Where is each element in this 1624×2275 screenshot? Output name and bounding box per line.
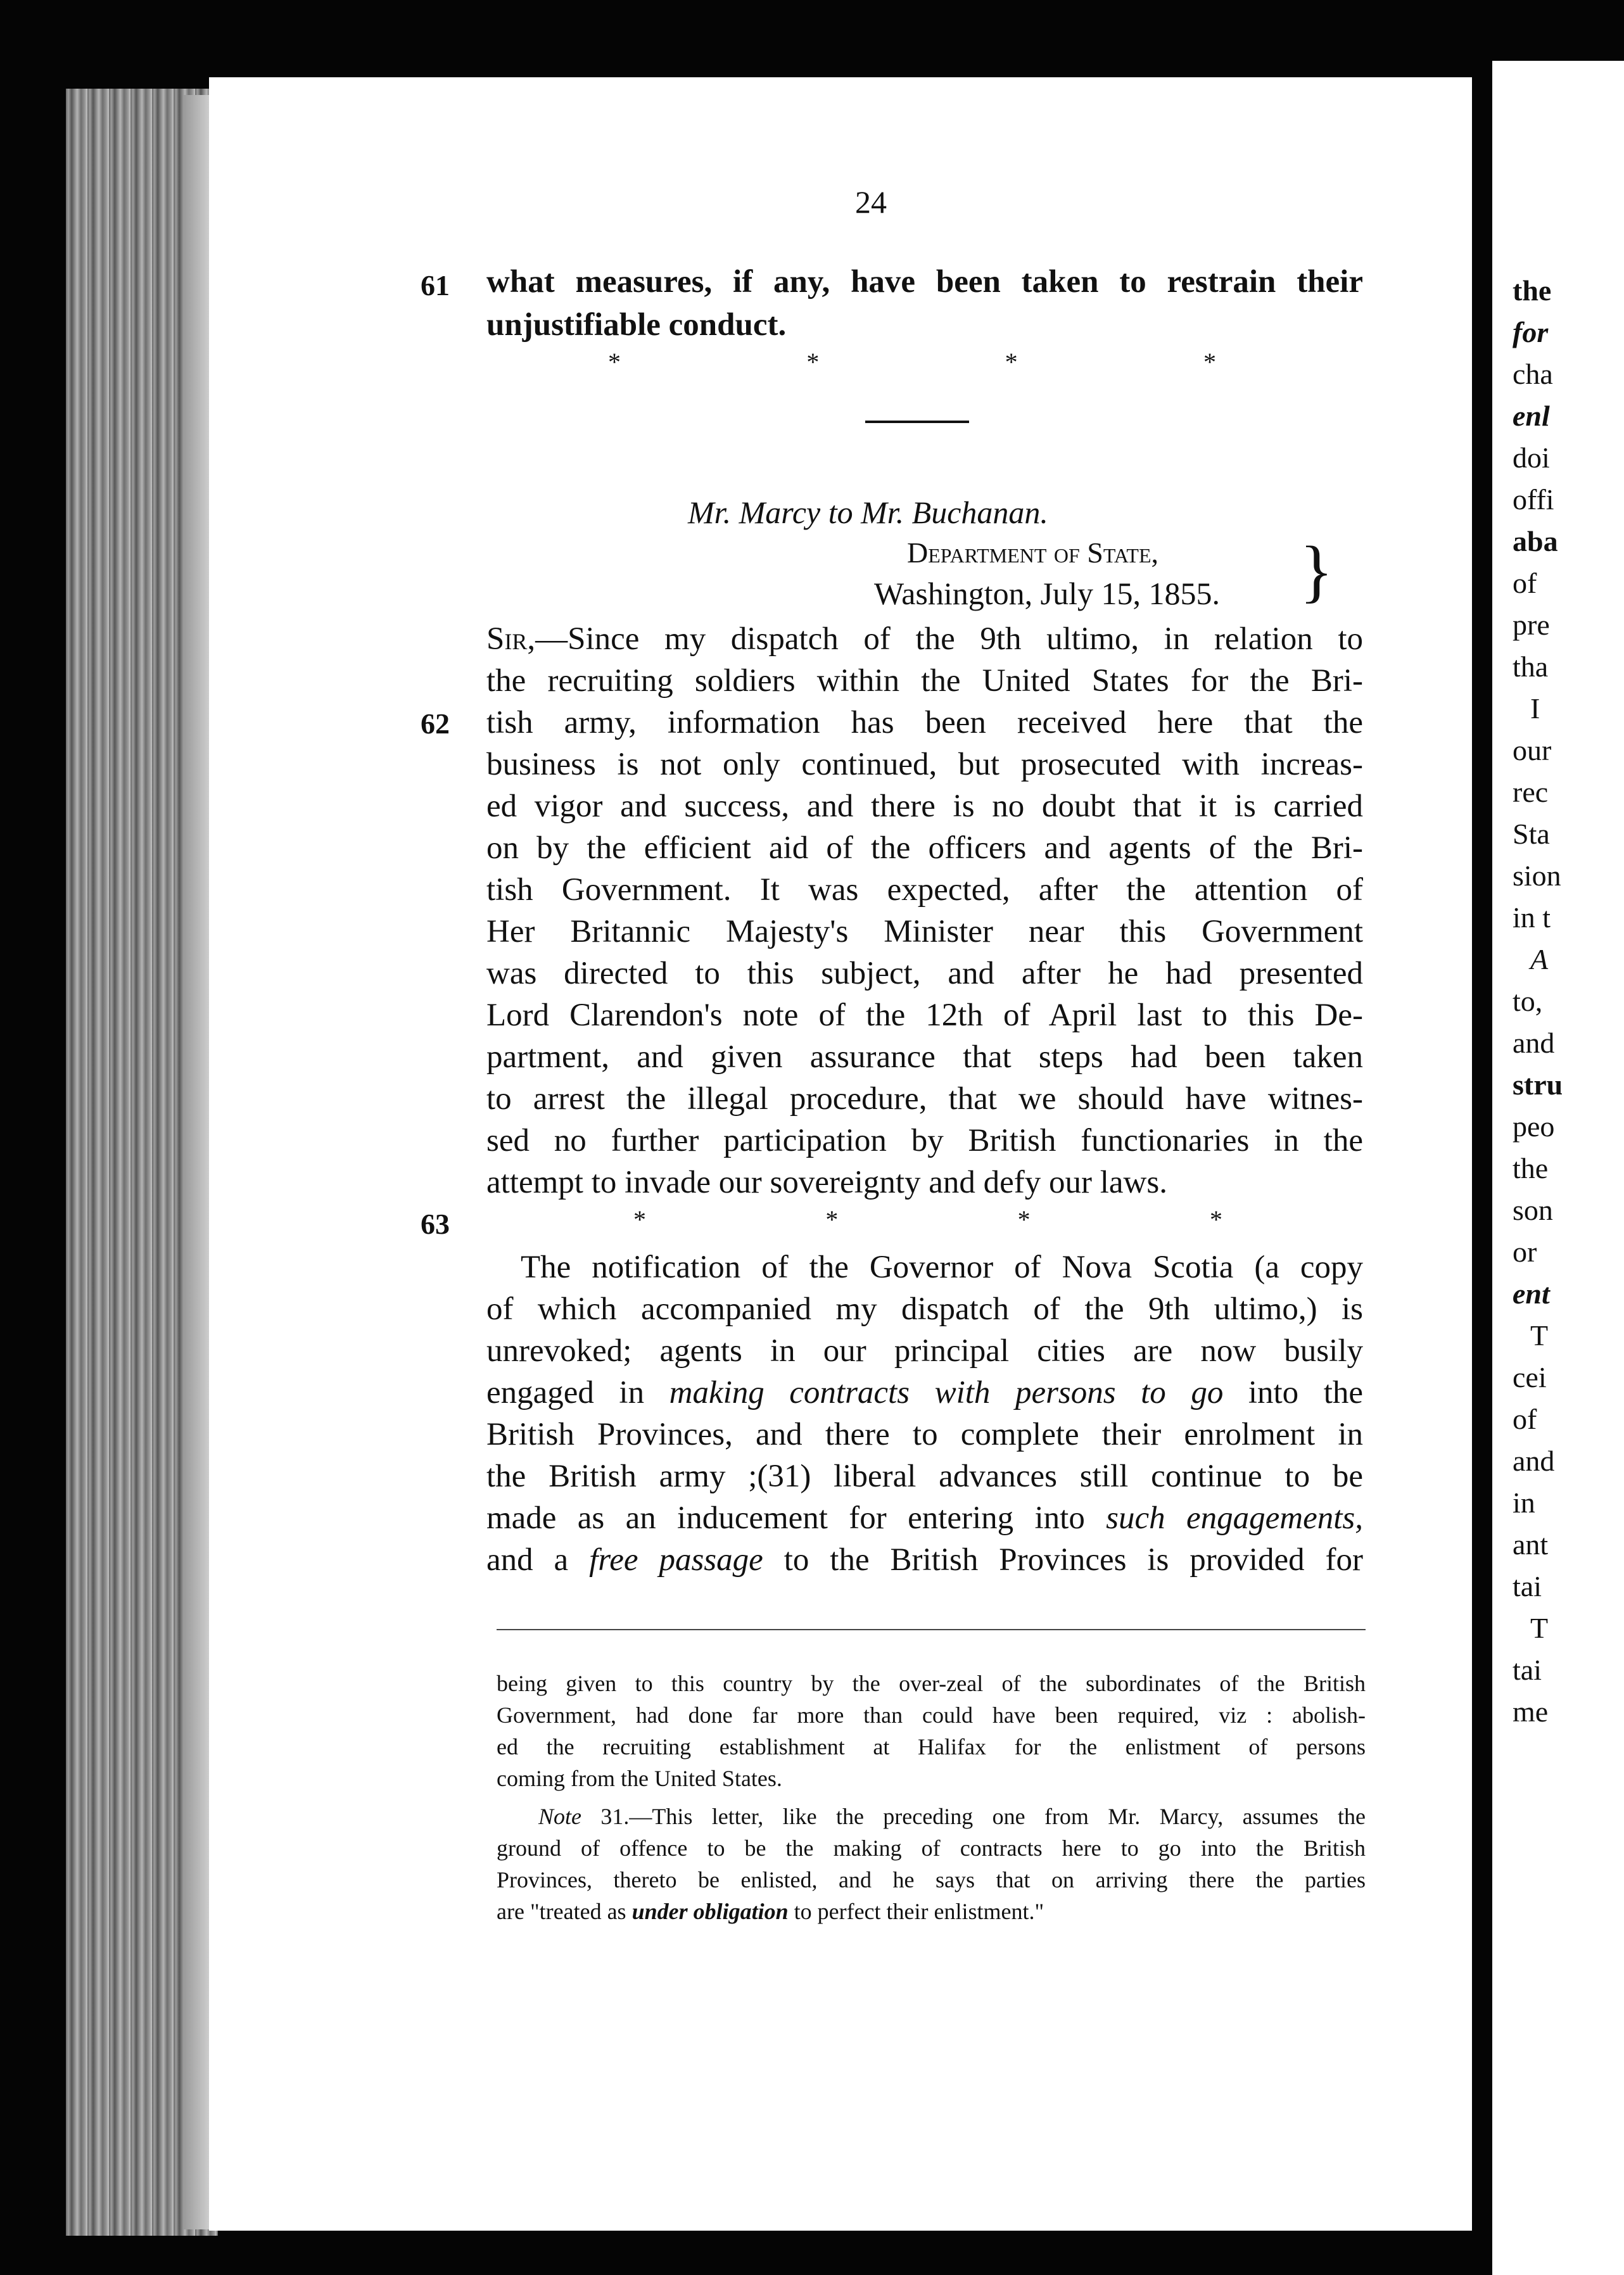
section-stars bbox=[608, 347, 1216, 377]
text-span: made as an inducement for entering into bbox=[486, 1500, 1107, 1536]
text-line: on by the efficient aid of the officers and agents of the Bri- bbox=[486, 830, 1363, 866]
facing-page-word: in bbox=[1513, 1486, 1535, 1519]
page-gutter bbox=[1472, 63, 1492, 2267]
italic-span: making contracts with persons to go bbox=[669, 1375, 1224, 1410]
letter-heading: Mr. Marcy to Mr. Buchanan. bbox=[688, 495, 1048, 530]
facing-page-word: and bbox=[1513, 1027, 1555, 1059]
text-line: to arrest the illegal procedure, that we should have witnes- bbox=[486, 1081, 1363, 1117]
text-line bbox=[486, 1502, 1363, 1535]
facing-page-word: the bbox=[1513, 274, 1552, 307]
star: * bbox=[1203, 348, 1216, 376]
text-span: to the British Provinces is provided for bbox=[763, 1542, 1363, 1578]
star: * bbox=[1005, 348, 1018, 376]
facing-page-word: doi bbox=[1513, 441, 1550, 474]
text-line: what measures, if any, have been taken to restrain their bbox=[486, 264, 1363, 300]
italic-span: under obligation bbox=[631, 1899, 789, 1924]
place-date-line: Washington, July 15, 1855. bbox=[874, 576, 1220, 611]
footnote-line: Government, had done far more than could have been required, viz : abolish- bbox=[497, 1702, 1366, 1728]
note-label: Note bbox=[538, 1804, 581, 1829]
facing-page-word: stru bbox=[1513, 1068, 1563, 1101]
footnote-line: ground of offence to be the making of contracts here to go into the British bbox=[497, 1835, 1366, 1861]
facing-page-word: T bbox=[1530, 1319, 1549, 1352]
page-number: 24 bbox=[855, 184, 887, 220]
facing-page-word: sion bbox=[1513, 859, 1561, 892]
facing-page-word: son bbox=[1513, 1194, 1553, 1226]
facing-page-word: ant bbox=[1513, 1528, 1549, 1561]
salutation: Sir, bbox=[486, 621, 536, 657]
text-line: The notification of the Governor of Nova Scotia (a copy bbox=[521, 1250, 1363, 1285]
facing-page-word: the bbox=[1513, 1152, 1549, 1184]
facing-page-word: tha bbox=[1513, 650, 1549, 683]
margin-number: 61 bbox=[421, 269, 450, 301]
text-line bbox=[486, 1377, 1363, 1409]
section-rule bbox=[865, 421, 969, 423]
text-line: tish Government. It was expected, after the attention of bbox=[486, 872, 1363, 908]
facing-page-word: for bbox=[1513, 316, 1549, 348]
text-span: and a bbox=[486, 1542, 590, 1578]
facing-page-word: our bbox=[1513, 734, 1552, 766]
facing-page-word: aba bbox=[1513, 525, 1558, 557]
star: * bbox=[633, 1205, 646, 1234]
heading-brace: } bbox=[1300, 532, 1333, 609]
facing-page-word: offi bbox=[1513, 483, 1554, 516]
footnote-rule bbox=[497, 1629, 1366, 1630]
facing-page-word: A bbox=[1530, 943, 1549, 975]
text-span: —Since my dispatch of the 9th ultimo, in relation to bbox=[535, 621, 1363, 657]
text-line: sed no further participation by British functionaries in the bbox=[486, 1123, 1363, 1158]
text-line: attempt to invade our sovereignty and defy our laws. bbox=[486, 1165, 1167, 1200]
italic-span: such engagements, bbox=[1106, 1500, 1363, 1536]
facing-page-word: of bbox=[1513, 1403, 1537, 1435]
facing-page-word: T bbox=[1530, 1612, 1549, 1644]
facing-page-word: I bbox=[1530, 692, 1540, 725]
text-span: engaged in bbox=[486, 1375, 669, 1410]
footnote-line: Provinces, thereto be enlisted, and he says that on arriving there the parties bbox=[497, 1867, 1366, 1892]
text-line: business is not only continued, but prosecuted with increas- bbox=[486, 747, 1363, 782]
facing-page-word: me bbox=[1513, 1695, 1549, 1728]
text-span: are "treated as bbox=[497, 1899, 632, 1924]
star: * bbox=[1209, 1205, 1222, 1234]
facing-page-word: cha bbox=[1513, 358, 1553, 390]
italic-span: free passage bbox=[589, 1542, 763, 1578]
facing-page-word: pre bbox=[1513, 609, 1550, 641]
department-line: Department of State, bbox=[907, 536, 1158, 569]
text-span: 31.—This letter, like the preceding one from Mr. Marcy, assumes the bbox=[581, 1804, 1366, 1829]
facing-page-word: in t bbox=[1513, 901, 1551, 934]
star: * bbox=[608, 348, 621, 376]
facing-page-word: tai bbox=[1513, 1570, 1542, 1602]
margin-number: 62 bbox=[421, 707, 450, 740]
facing-page-word: rec bbox=[1513, 776, 1549, 808]
text-line: was directed to this subject, and after he had presented bbox=[486, 956, 1363, 991]
text-line: the British army ;(31) liberal advances still continue to be bbox=[486, 1459, 1363, 1494]
footnote-line bbox=[497, 1900, 1366, 1923]
facing-page-word: enl bbox=[1513, 400, 1550, 432]
margin-number: 63 bbox=[421, 1208, 450, 1240]
facing-page-word: peo bbox=[1513, 1110, 1555, 1143]
text-line: British Provinces, and there to complete their enrolment in bbox=[486, 1417, 1363, 1452]
star: * bbox=[825, 1205, 839, 1234]
text-line: unrevoked; agents in our principal cities are now busily bbox=[486, 1333, 1363, 1369]
text-line: Her Britannic Majesty's Minister near this Government bbox=[486, 914, 1363, 949]
footnote-line: ed the recruiting establishment at Halifax for the enlistment of persons bbox=[497, 1734, 1366, 1759]
facing-page-word: and bbox=[1513, 1445, 1555, 1477]
facing-page bbox=[1492, 61, 1624, 2275]
facing-page-word: tai bbox=[1513, 1654, 1542, 1686]
text-line: unjustifiable conduct. bbox=[486, 307, 787, 343]
text-line: tish army, information has been received here that the bbox=[486, 705, 1363, 740]
footnote-line: coming from the United States. bbox=[497, 1766, 782, 1791]
footnote-line: being given to this country by the over-zeal of the subordinates of the British bbox=[497, 1671, 1366, 1696]
facing-page-word: ent bbox=[1513, 1277, 1550, 1310]
star: * bbox=[806, 348, 820, 376]
footnote-line bbox=[538, 1805, 1366, 1828]
text-span: into the bbox=[1223, 1375, 1363, 1410]
facing-page-word: Sta bbox=[1513, 818, 1550, 850]
text-line: Lord Clarendon's note of the 12th of April last to this De- bbox=[486, 998, 1363, 1033]
facing-page-word: cei bbox=[1513, 1361, 1547, 1393]
text-line: the recruiting soldiers within the United States for the Bri- bbox=[486, 663, 1363, 699]
text-line bbox=[486, 1544, 1363, 1576]
text-line bbox=[486, 623, 1363, 656]
text-span: to perfect their enlistment." bbox=[788, 1899, 1044, 1924]
facing-page-word: of bbox=[1513, 567, 1537, 599]
text-line: partment, and given assurance that steps had been taken bbox=[486, 1039, 1363, 1075]
text-line: ed vigor and success, and there is no doubt that it is carried bbox=[486, 789, 1363, 824]
text-line: of which accompanied my dispatch of the 9th ultimo,) is bbox=[486, 1291, 1363, 1327]
section-stars bbox=[633, 1205, 1222, 1234]
star: * bbox=[1017, 1205, 1031, 1234]
facing-page-word: or bbox=[1513, 1236, 1537, 1268]
facing-page-word: to, bbox=[1513, 985, 1543, 1017]
